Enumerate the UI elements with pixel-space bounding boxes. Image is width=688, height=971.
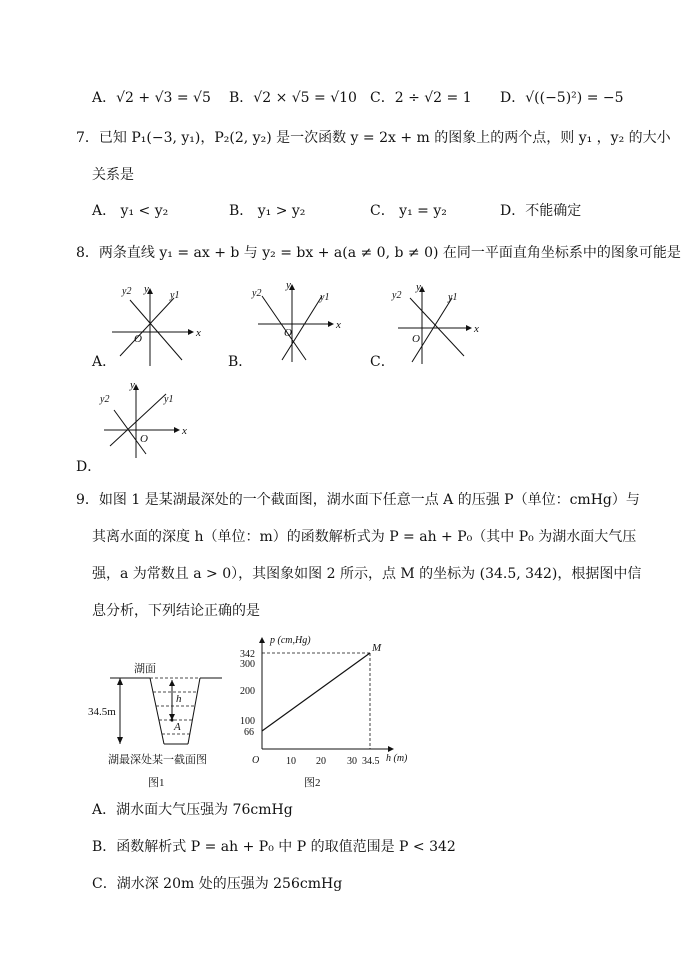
origin-label: O (134, 333, 142, 345)
q9-option-a: A．湖水面大气压强为 76cmHg (92, 802, 293, 818)
q8-stem: 8．两条直线 y₁ = ax + b 与 y₂ = bx + a(a ≠ 0, b ≠ 0) 在同一平面直角坐标系中的图象可能是 (76, 245, 681, 261)
q8-label-c: C． (370, 354, 395, 370)
q6-option-a: A．√2 + √3 = √5 (92, 90, 211, 106)
depth-label: 34.5m (88, 706, 116, 718)
axis-x-label: x (196, 327, 201, 339)
q7-stem-line2: 关系是 (92, 167, 134, 183)
q6-option-d: D．√((−5)²) = −5 (500, 90, 624, 106)
y-tick-200: 200 (240, 686, 255, 697)
q9-stem-line1: 9．如图 1 是某湖最深处的一个截面图，湖水面下任意一点 A 的压强 P（单位：cmHg）与 (76, 492, 640, 508)
y-tick-342: 342 (240, 649, 255, 660)
q8-graph-d (98, 378, 190, 460)
origin-label: O (140, 433, 148, 445)
x-tick-34-5: 34.5 (362, 756, 380, 767)
line-y2-label: y2 (252, 288, 262, 299)
figure1-subcaption: 湖最深处某一截面图 (108, 754, 207, 766)
q7-option-d: D．不能确定 (500, 203, 582, 219)
q9-stem-line3: 强，a 为常数且 a > 0），其图象如图 2 所示，点 M 的坐标为 (34.5, 342)，根据图中信 (92, 566, 642, 582)
axis-x-label: x (474, 323, 479, 335)
q8-label-d: D． (76, 459, 102, 475)
q9-figure2-graph (236, 633, 421, 793)
q6-option-b: B．√2 × √5 = √10 (229, 90, 357, 106)
q9-option-b: B．函数解析式 P = ah + P₀ 中 P 的取值范围是 P < 342 (92, 839, 456, 855)
q8-label-b: B． (228, 354, 253, 370)
q8-graph-b (248, 278, 343, 368)
origin-label: O (412, 333, 420, 345)
y-tick-100: 100 (240, 716, 255, 727)
axis-y-label: y (286, 279, 291, 291)
axis-y-label: y (144, 283, 149, 295)
axis-x-label: x (336, 319, 341, 331)
axis-y-label: y (416, 281, 421, 293)
line-y2-label: y2 (392, 290, 402, 301)
y-axis-label: p (cm,Hg) (270, 635, 311, 646)
x-tick-10: 10 (286, 756, 296, 767)
lake-surface-label: 湖面 (134, 663, 156, 675)
q7-option-c: C． y₁ = y₂ (370, 203, 447, 219)
h-label: h (176, 693, 182, 705)
q8-graph-c (388, 280, 483, 368)
origin-label: O (252, 755, 260, 766)
line-y2-label: y2 (100, 394, 110, 405)
y-tick-300: 300 (240, 659, 255, 670)
line-y1-label: y1 (448, 292, 458, 303)
q9-stem-line4: 息分析，下列结论正确的是 (92, 603, 260, 619)
axis-x-label: x (182, 425, 187, 437)
line-y1-label: y1 (164, 394, 174, 405)
y-tick-66: 66 (244, 727, 254, 738)
x-tick-30: 30 (347, 756, 357, 767)
point-a-label: A (174, 721, 181, 733)
figure2-caption: 图2 (304, 777, 321, 789)
q7-stem-line1: 7．已知 P₁(−3, y₁)，P₂(2, y₂) 是一次函数 y = 2x + m 的图象上的两个点，则 y₁ ，y₂ 的大小 (76, 130, 671, 146)
origin-label: O (284, 327, 292, 339)
x-tick-20: 20 (316, 756, 326, 767)
point-m-label: M (372, 642, 382, 654)
pressure-line (262, 653, 370, 731)
q9-option-c: C．湖水深 20m 处的压强为 256cmHg (92, 876, 343, 892)
q9-figure1-cross-section (86, 658, 236, 793)
q8-graph-a (112, 280, 202, 368)
x-axis-label: h (m) (386, 753, 408, 764)
line-y1-label: y1 (170, 290, 180, 301)
q9-stem-line2: 其离水面的深度 h（单位：m）的函数解析式为 P = ah + P₀（其中 P₀ 为湖水面大气压 (92, 529, 637, 545)
q8-label-a: A． (92, 354, 117, 370)
axis-y-label: y (130, 379, 135, 391)
q7-option-a: A． y₁ < y₂ (92, 203, 169, 219)
q7-option-b: B． y₁ > y₂ (229, 203, 306, 219)
figure1-caption: 图1 (148, 777, 165, 789)
line-y2-label: y2 (122, 286, 132, 297)
q6-option-c: C．2 ÷ √2 = 1 (370, 90, 472, 106)
line-y1-label: y1 (320, 292, 330, 303)
